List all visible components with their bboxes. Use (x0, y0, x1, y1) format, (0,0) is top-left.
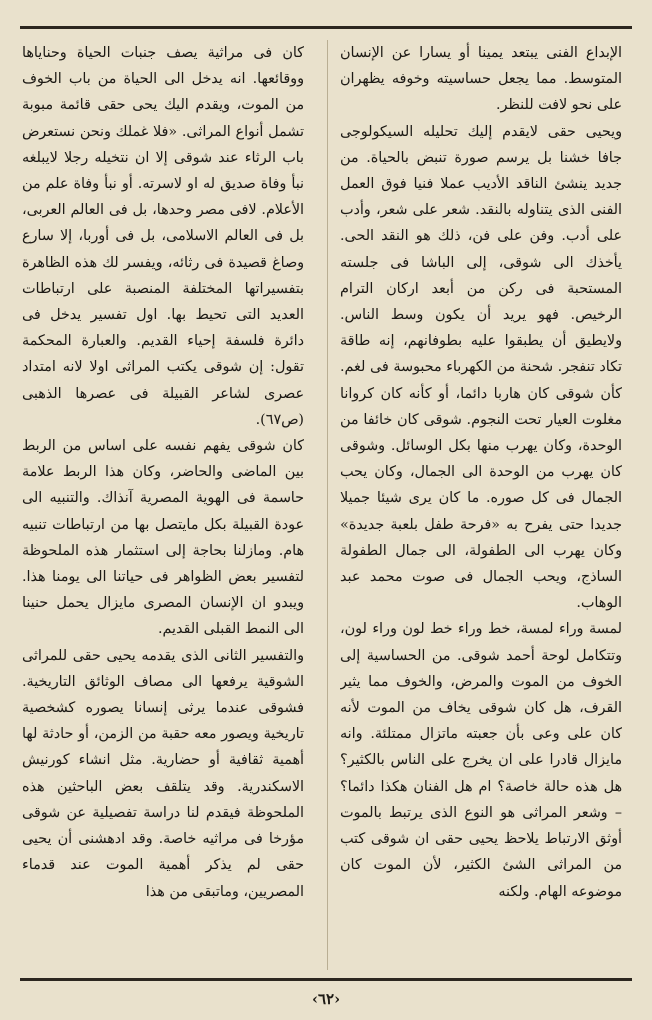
paragraph: لمسة وراء لمسة، خط وراء خط لون وراء لون، وتتكامل لوحة أحمد شوقى. من الحساسية إلى الخوف من الموت والمرض، والخوف مما يثير القرف، هل كان شوقى يخاف من الموت لأنه كان على وعى بأن جعبته ماتزال ممتلئة. وانه مايزال قادرا على ان يخرج على الناس بالكثير؟ هل هذه حالة خاصة؟ ام هل الفنان هكذا دائما؟ – وشعر المراثى هو النوع الذى يرتبط بالموت أوثق الارتباط يلاحظ يحيى حقى ان شوقى كتب من المراثى الشئ الكثير، لأن الموت كان موضوعه الهام. ولكنه (340, 621, 622, 900)
left-column (22, 40, 304, 970)
paragraph: كان فى مراثية يصف جنبات الحياة وحناياها ووقائعها. انه يدخل الى الحياة من باب الخوف من الموت، ويقدم اليك يحى حقى قائمة مبوبة تشمل أنواع المراثى. «فلا غملك ونحن نستعرض باب الرثاء عند شوقى إلا ان نتخيله رجلا لايبلغه نبأ وفاة صديق له او لاسرته. أو نبأ وفاة علم من الأعلام. لافى مصر وحدها، بل فى العالم العربى، بل فى العالم الاسلامى، بل فى أوربا، إلا سارع وصاغ قصيدة فى رثائه، ويفسر لك هذه الظاهرة بتفسيراتها المختلفة المنصبة على ارتباطات العديد التى تحيط بها. اول تفسير يدخل فى دائرة فلسفة إحياء القديم. والعبارة المحكمة تقول: إن شوقى يكتب المراثى اولا لانه امتداد عصرى لشاعر القبيلة فى عصرها الذهبى (ص٦٧). (22, 45, 304, 428)
page-number: ‹٦٢› (311, 990, 341, 1008)
right-column (340, 40, 622, 970)
bottom-rule (20, 978, 632, 981)
paragraph: الإبداع الفنى يبتعد يمينا أو يسارا عن الإنسان المتوسط. مما يجعل حساسيته وخوفه يظهران على نحو لافت للنظر. (340, 45, 622, 114)
column-divider (327, 40, 328, 970)
paragraph: والتفسير الثانى الذى يقدمه يحيى حقى للمراثى الشوقية يرفعها الى مصاف الوثائق التاريخية. فشوقى عندما يرثى إنسانا يصوره كشخصية تاريخية ويصور معه حقبة من الزمن، أو حادثة لها أهمية ثقافية أو حضارية. مثل انشاء كورنيش الاسكندرية. وقد يتلقف بعض الباحثين هذه الملحوظة فيقدم لنا دراسة تفصيلية عن شوقى مؤرخا فى مراثيه خاصة. وقد ادهشنى أن يحيى حقى لم يذكر أهمية الموت عند قدماء المصريين، وماتبقى من هذا (22, 647, 304, 900)
paragraph: ويحيى حقى لايقدم إليك تحليله السيكولوجى جافا خشنا بل يرسم صورة تنبض بالحياة. من جديد ينشئ الناقد الأديب عملا فنيا فوق العمل الفنى الذى يتناوله بالنقد. شعر على شعر، وأدب على أدب. وفن على فن، ذلك هو النقد الحى. يأخذك الى شوقى، إلى الباشا فى جلسته المستحبة فى ركن من أبعد اركان الترام الرخيص. فهو يريد أن يكون وسط الناس. ولايطيق أن يطبقوا عليه بطوفانهم، إنه طاقة تكاد تنفجر. شحنة من الكهرباء محبوسة فى لغم. كأن شوقى كان هاربا دائما، أو كأنه كان كروانا مغلوت العيار تحت النجوم. شوقى كان خائفا من الوحدة، وكان يهرب منها بكل الوسائل. وشوقى كان يهرب من الوحدة الى الجمال، وكان يحب الجمال فى كل صوره. ما كان يرى شيئا جميلا جديدا حتى يفرح به «فرحة طفل بلعبة جديدة» وكان يهرب الى الطفولة، الى جمال الطفولة الساذج، ويحب الجمال فى صوت محمد عبد الوهاب. (340, 123, 622, 612)
top-rule (20, 26, 632, 29)
paragraph: كان شوقى يفهم نفسه على اساس من الربط بين الماضى والحاضر، وكان هذا الربط علامة حاسمة فى الهوية المصرية آنذاك. والتنبيه الى عودة القبيلة بكل مايتصل بها من ارتباطات تنبيه هام. ومازلنا بحاجة إلى استثمار هذه الملحوظة لتفسير بعض الظواهر فى حياتنا الى يومنا هذا. ويبدو ان الإنسان المصرى مايزال يحمل حنينا الى النمط القبلى القديم. (22, 438, 304, 638)
